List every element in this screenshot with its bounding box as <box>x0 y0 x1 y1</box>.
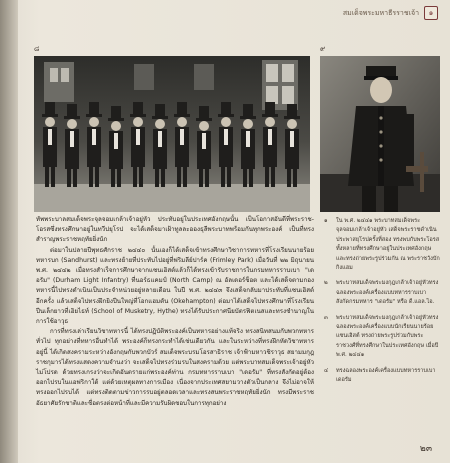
portrait-photograph <box>320 56 440 212</box>
caption-number: ๓ <box>324 314 328 321</box>
portrait-photograph-image <box>320 56 440 212</box>
caption-item <box>324 217 440 273</box>
body-paragraph: ทัพพระบาลสมเด็จพระจุลจอมเกล้าเจ้าอยู่หัว ประทับอยู่ในประเทศอังกฤษนั้น เป็นโอกาสอันดีที่พระราช-โอรสซึ่งทรงศึกษาอยู่ในทวีปยุโรป จะได้เสด็จมาเฝ้าทูลละอองธุลีพระบาทพร้อมกันทุกพระองค์ เป็นที่ทรงสำราญพระราชหฤทัยยิ่งนัก <box>36 216 314 244</box>
caption-item <box>324 367 440 386</box>
caption-text: ใน พ.ศ. ๒๔๔๑ พระบาทสมเด็จพระจุลจอมเกล้าเจ้าอยู่หัว เสด็จพระราชดำเนินประพาสยุโรปครั้งที่สอง ทรงพบกับพระโอรสทั้งหลายที่ทรงศึกษาอยู่ในประเทศอังกฤษ และทรงถ่ายพระรูปร่วมกัน ณ พระราชวังบักกิงแฮม <box>336 218 440 272</box>
caption-text: พระบาทสมเด็จพระมงกุฎเกล้าเจ้าอยู่หัวทรงฉลองพระองค์เครื่องแบบนักเรียนนายร้อยแซนเฮิสต์ ทรงถ่ายพระรูปร่วมกับพระราชวงศ์ที่ทรงศึกษาในประเทศอังกฤษ เมื่อปี พ.ศ. ๒๔๔๑ <box>336 314 439 359</box>
caption-number: ๒ <box>324 280 328 287</box>
caption-item <box>324 279 440 307</box>
caption-number: ๑ <box>324 218 328 224</box>
group-photograph <box>34 56 310 212</box>
caption-number: ๔ <box>324 367 329 374</box>
figure-number-group-photo: ๘ <box>34 45 40 53</box>
group-photograph-image <box>34 56 310 212</box>
caption-text: ทรงฉลองพระองค์เครื่องแบบทหารราบเบาเดอรัม <box>336 367 436 384</box>
book-spine <box>0 0 18 463</box>
body-paragraph: การที่ทรงเล่าเรียนวิชาทหารนี้ ได้ทรงปฏิบัติพระองค์เป็นทหารอย่างแท้จริง ทรงสนิทสนมกับพวกทหารทั่วไป ทุกอย่างที่ทหารอื่นทำได้ พระองค์ก็ทรงกระทำได้เช่นเดียวกัน และในระหว่างที่ทรงฝึกหัดวิชาทหารอยู่นี้ ได้เกิดสงครามระหว่างอังกฤษกับพวกบัวร์ สมเด็จพระบรมโอรสาธิราช เจ้าฟ้ามหาวชิราวุธ สยามมกุฎราชกุมารได้ทรงแสดงความจำนงว่า จะเสด็จไปทรงร่วมรบในสงครามด้วย แต่พระบาทสมเด็จพระเจ้าอยู่หัวไม่โปรด ด้วยทรงเกรงว่าจะเกิดอันตรายแก่พระองค์ท่าน กรมทหารราบเบา "เดอรัม" ที่ทรงสังกัดอยู่ต้องออกไปรบในแอฟริกาใต้ แต่ด้วยเหตุผลทางการเมือง เนื่องจากประเทศสยามวางตัวเป็นกลาง จึงไม่อาจให้ทรงออกไปรบได้ แต่ทรงติดตามข่าวการรบอยู่ตลอดเวลาและทรงสนพระราชหฤทัยยิ่งนัก ทรงมีพระราชอัธยาศัยรักชาติและชื่อตรงต่อหน้าที่และมีความรับผิดชอบในการทุกอย่าง <box>36 328 314 407</box>
body-text <box>36 215 314 409</box>
caption-column <box>324 217 440 392</box>
crest-icon: ๑ <box>424 6 438 20</box>
body-paragraph: ต่อมาในปลายปีพุทธศักราช ๒๔๔๐ นั้นเองก็ได้เสด็จเข้าทรงศึกษาวิชาการทหารที่โรงเรียนนายร้อยทหารบก (Sandhurst) และทรงย้ายที่ประทับไปอยู่ที่ฟริมลีย์ปาร์ค (Frimley Park) เมื่อวันที่ ๒๒ มิถุนายน พ.ศ. ๒๔๔๒ เมื่อทรงสำเร็จการศึกษาจากแซนเฮิสต์แล้วก็ได้ทรงเข้ารับราชการในกรมทหารราบเบา "เดอรัม" (Durham Light Infantry) ที่นอร์ธแคมป์ (North Camp) ณ อัลเดอร์ช็อต และได้เสด็จตามกองทหารนี้ไปทรงดำเนินเป็นประจำหน่วยอยู่หลายเดือน ในปี พ.ศ. ๒๔๔๓ จึงเสด็จกลับมาประทับที่แซนเฮิสต์อีกครั้ง แล้วเสด็จไปทรงฝึกยิงปืนใหญ่ที่โอกแฮมตัน (Okehampton) ต่อมาได้เสด็จไปทรงศึกษาที่โรงเรียนปืนเล็กยาวที่เฮิยไธท์ (School of Musketry, Hythe) ทรงได้รับประกาศนียบัตรฟิตเนสและทรงชำนาญในการใช้อาวุธ <box>36 246 314 326</box>
running-header-title: สมเด็จพระมหาธีรราชเจ้า <box>342 8 419 17</box>
figure-number-portrait: ๙ <box>320 45 326 53</box>
page-number: ๒๓ <box>419 444 432 454</box>
caption-item <box>324 314 440 361</box>
running-header <box>343 4 438 22</box>
caption-text: พระบาทสมเด็จพระมงกุฎเกล้าเจ้าอยู่หัวทรงฉลองพระองค์เครื่องแบบทหารราบเบา สังกัดกรมทหาร "เดอรัม" หรือ ดี.แอล.ไอ. <box>336 280 439 306</box>
